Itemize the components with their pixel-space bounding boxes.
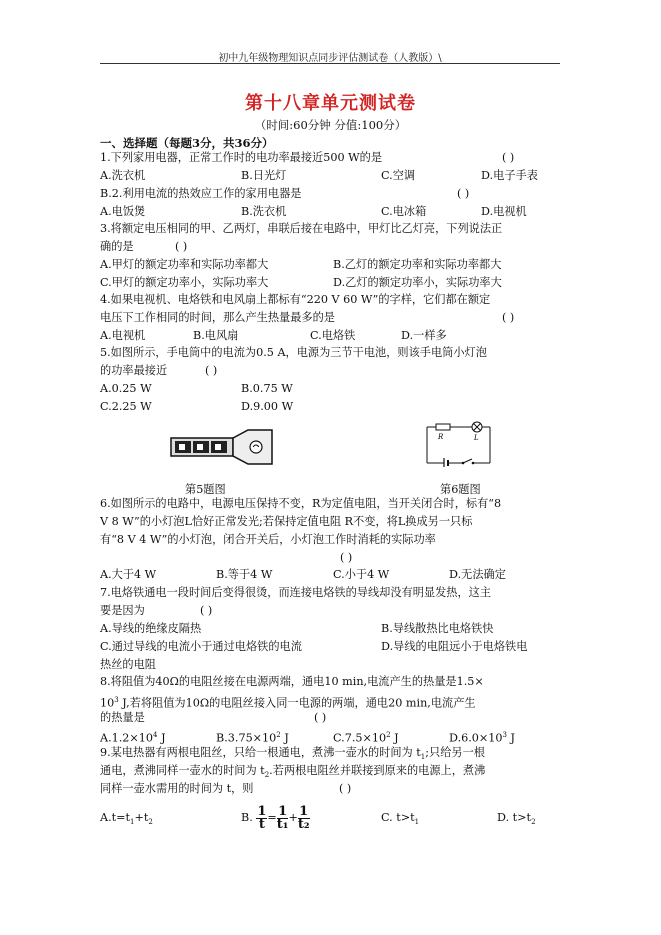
q2-option-b: B.洗衣机 — [241, 205, 287, 218]
resistor-symbol — [436, 424, 450, 430]
circuit-figure — [424, 419, 494, 467]
q8-option-c: $C.7.5\times 10^2$ J — [333, 731, 399, 745]
q6-option-a: A.大于4 W — [100, 568, 157, 581]
q5-option-c: C.2.25 W — [100, 400, 152, 413]
q7-stem-line2: 要是因为 — [100, 604, 145, 617]
q4-answer-paren: ( ) — [502, 311, 515, 324]
q7-option-d-line2: 热丝的电阻 — [100, 658, 156, 671]
page-subtitle: （时间:60分钟 分值:100分） — [254, 118, 407, 132]
q9-option-d: D. $t>t_2$ — [497, 811, 536, 827]
q6-option-b: B.等于4 W — [216, 568, 273, 581]
q3-option-d: D.乙灯的额定功率小，实际功率大 — [333, 276, 502, 289]
q2-option-d: D.电视机 — [481, 205, 527, 218]
q4-stem-line1: 4.如果电视机、电烙铁和电风扇上都标有“220 V 60 W”的字样，它们都在额定 — [100, 293, 491, 306]
q1-option-d: D.电子手表 — [481, 169, 538, 182]
q8-stem-line1: 8.将阻值为40Ω的电阻丝接在电源两端，通电10 min,电流产生的热量是1.5× — [100, 675, 484, 688]
section-heading: 一、选择题（每题3分，共36分） — [100, 136, 274, 150]
page-header: 初中九年级物理知识点同步评估测试卷（人教版）\ — [218, 53, 442, 64]
q5-option-b: B.0.75 W — [241, 382, 293, 395]
q6-stem-line2: V 8 W”的小灯泡L恰好正常发光;若保持定值电阻 R不变，将L换成另一只标 — [100, 515, 473, 528]
q9-stem-line2: 通电，煮沸同样一壶水的时间为 $t_2$.若两根电阻丝并联接到原来的电源上，煮沸 — [100, 764, 486, 780]
q9-answer-paren: ( ) — [339, 782, 352, 795]
q9-option-a: $A.t=t_1+t_2$ — [100, 811, 153, 827]
q7-option-a: A.导线的绝缘皮隔热 — [100, 622, 202, 635]
q1-answer-paren: ( ) — [502, 151, 515, 164]
label-L: L — [474, 434, 479, 442]
q2-option-c: C.电冰箱 — [381, 205, 427, 218]
flashlight-figure — [170, 428, 275, 466]
q1-option-b: B.日光灯 — [241, 169, 287, 182]
q7-option-d-line1: D.导线的电阻远小于电烙铁电 — [381, 640, 528, 653]
q5-stem-line1: 5.如图所示，手电筒中的电流为0.5 A，电源为三节干电池，则该手电筒小灯泡 — [100, 346, 487, 359]
q6-stem-line1: 6.如图所示的电路中，电源电压保持不变，R为定值电阻，当开关闭合时，标有“8 — [100, 497, 502, 510]
q6-option-c: C.小于4 W — [333, 568, 390, 581]
flashlight-bulb — [250, 441, 262, 453]
header-rule — [100, 63, 560, 64]
q2-stem: B.2.利用电流的热效应工作的家用电器是 — [100, 187, 302, 200]
q5-answer-paren: ( ) — [205, 364, 218, 377]
q7-option-c: C.通过导线的电流小于通过电烙铁的电流 — [100, 640, 302, 653]
q3-option-b: B.乙灯的额定功率和实际功率都大 — [333, 258, 502, 271]
q3-option-c: C.甲灯的额定功率小，实际功率大 — [100, 276, 269, 289]
switch-lever — [463, 459, 472, 463]
q4-option-d: D.一样多 — [401, 329, 447, 342]
q9-option-b: B. $\frac{1}{t}$ = $\frac{1}{\text{t₁}}$ + $\frac{1}{\text{t₂}}$ — [241, 803, 310, 832]
q9-stem-line3: 同样一壶水需用的时间为 t，则 — [100, 782, 254, 795]
q2-answer-paren: ( ) — [457, 187, 470, 200]
q8-stem-line3: 的热量是 — [100, 711, 145, 724]
q9-stem-line1: 9.某电热器有两根电阻丝，只给一根通电，煮沸一壶水的时间为 $t_1$;只给另一根 — [100, 746, 485, 762]
q8-option-a: $A.1.2\times 10^4$ J — [100, 731, 166, 745]
q4-option-b: B.电风扇 — [193, 329, 239, 342]
q7-answer-paren: ( ) — [200, 604, 213, 617]
q9-option-c: C. $t>t_1$ — [381, 811, 420, 827]
fraction-1-over-t: $\frac{1}{t}$ — [257, 803, 267, 832]
q8-stem-line2: $10^3$ J,若将阻值为10Ω的电阻丝接入同一电源的两端，通电20 min,电流产生 — [100, 696, 476, 710]
page-title: 第十八章单元测试卷 — [245, 93, 416, 114]
q8-option-d: $D.6.0\times 10^3$ J — [449, 731, 516, 745]
q8-option-b: $B.3.75\times 10^2$ J — [216, 731, 289, 745]
figure5-caption: 第5题图 — [185, 483, 226, 496]
q7-option-b: B.导线散热比电烙铁快 — [381, 622, 494, 635]
fraction-1-over-t1: $\frac{1}{\text{t₁}}$ — [276, 803, 289, 832]
q5-option-d: D.9.00 W — [241, 400, 294, 413]
q4-option-a: A.电视机 — [100, 329, 146, 342]
q3-stem-line1: 3.将额定电压相同的甲、乙两灯，串联后接在电路中，甲灯比乙灯亮，下列说法正 — [100, 222, 503, 235]
q1-option-c: C.空调 — [381, 169, 416, 182]
label-R: R — [438, 433, 444, 441]
q2-option-a: A.电饭煲 — [100, 205, 146, 218]
figure6-caption: 第6题图 — [440, 483, 481, 496]
q6-stem-line3: 有“8 V 4 W”的小灯泡，闭合开关后，小灯泡工作时消耗的实际功率 — [100, 533, 436, 546]
q5-option-a: A.0.25 W — [100, 382, 152, 395]
q3-option-a: A.甲灯的额定功率和实际功率都大 — [100, 258, 269, 271]
q3-stem-line2: 确的是 — [100, 240, 134, 253]
q4-option-c: C.电烙铁 — [310, 329, 356, 342]
q7-stem-line1: 7.电烙铁通电一段时间后变得很烫，而连接电烙铁的导线却没有明显发热，这主 — [100, 586, 492, 599]
q8-answer-paren: ( ) — [314, 711, 327, 724]
q1-option-a: A.洗衣机 — [100, 169, 146, 182]
q3-answer-paren: ( ) — [175, 240, 188, 253]
q6-answer-paren: ( ) — [340, 551, 353, 564]
q5-stem-line2: 的功率最接近 — [100, 364, 168, 377]
q1-stem: 1.下列家用电器，正常工作时的电功率最接近500 W的是 — [100, 151, 383, 164]
q6-option-d: D.无法确定 — [449, 568, 506, 581]
q4-stem-line2: 电压下工作相同的时间，那么产生热量最多的是 — [100, 311, 335, 324]
fraction-1-over-t2: $\frac{1}{\text{t₂}}$ — [297, 803, 310, 832]
